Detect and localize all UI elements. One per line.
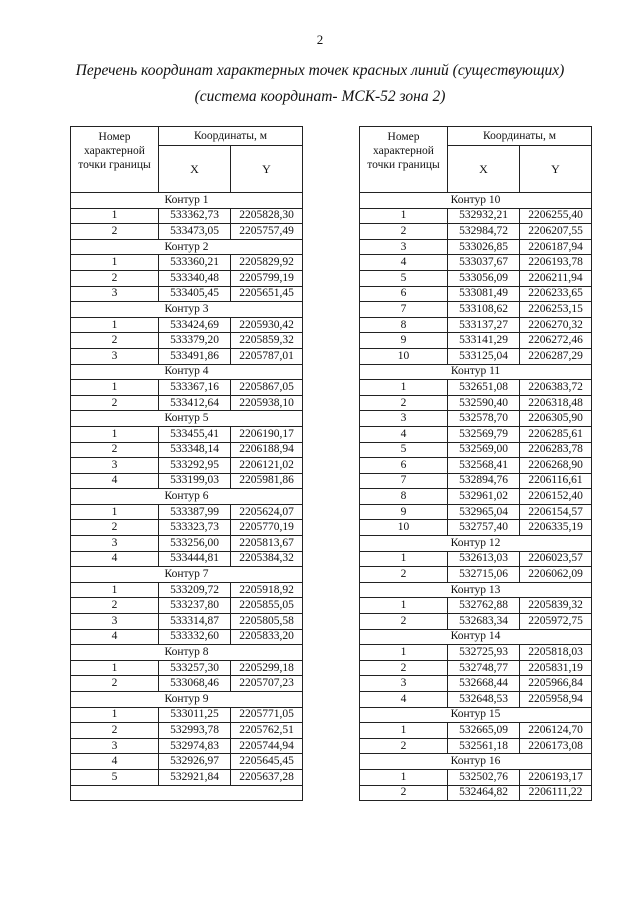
table-row <box>360 302 592 318</box>
y-coordinate-cell: 2205651,45 <box>231 286 303 302</box>
table-row <box>360 598 592 614</box>
table-row <box>71 380 303 396</box>
x-coordinate-cell: 532578,70 <box>448 411 520 427</box>
x-header: X <box>448 146 520 193</box>
table-row <box>71 224 303 240</box>
x-coordinate-cell: 533444,81 <box>159 551 231 567</box>
y-coordinate-cell: 2205299,18 <box>231 660 303 676</box>
contour-label: Контур 13 <box>360 582 592 598</box>
contour-row <box>71 193 303 209</box>
contour-row <box>360 629 592 645</box>
y-coordinate-cell: 2205981,86 <box>231 473 303 489</box>
point-number-cell: 6 <box>360 458 448 474</box>
point-number-cell: 2 <box>71 723 159 739</box>
x-coordinate-cell: 533455,41 <box>159 426 231 442</box>
table-row <box>360 551 592 567</box>
point-number-cell: 4 <box>71 551 159 567</box>
y-coordinate-cell: 2206116,61 <box>520 473 592 489</box>
contour-label: Контур 8 <box>71 645 303 661</box>
contour-label: Контур 14 <box>360 629 592 645</box>
x-coordinate-cell: 532961,02 <box>448 489 520 505</box>
table-row <box>71 255 303 271</box>
x-coordinate-cell: 532590,40 <box>448 395 520 411</box>
y-coordinate-cell: 2205855,05 <box>231 598 303 614</box>
table-row <box>71 598 303 614</box>
point-number-cell: 1 <box>71 426 159 442</box>
table-row <box>360 738 592 754</box>
table-row <box>360 395 592 411</box>
x-coordinate-cell: 533068,46 <box>159 676 231 692</box>
x-coordinate-cell: 533332,60 <box>159 629 231 645</box>
contour-row <box>71 645 303 661</box>
x-coordinate-cell: 533081,49 <box>448 286 520 302</box>
x-coordinate-cell: 533108,62 <box>448 302 520 318</box>
point-number-cell: 3 <box>360 411 448 427</box>
x-coordinate-cell: 532683,34 <box>448 614 520 630</box>
contour-label: Контур 12 <box>360 536 592 552</box>
contour-row <box>71 411 303 427</box>
x-coordinate-cell: 533379,20 <box>159 333 231 349</box>
y-coordinate-cell: 2205384,32 <box>231 551 303 567</box>
x-coordinate-cell: 533323,73 <box>159 520 231 536</box>
contour-label: Контур 16 <box>360 754 592 770</box>
table-row <box>360 473 592 489</box>
contour-label: Контур 15 <box>360 707 592 723</box>
point-number-cell: 7 <box>360 473 448 489</box>
x-coordinate-cell: 532926,97 <box>159 754 231 770</box>
contour-label: Контур 10 <box>360 193 592 209</box>
x-coordinate-cell: 533314,87 <box>159 614 231 630</box>
point-number-cell: 4 <box>360 426 448 442</box>
point-number-cell: 10 <box>360 520 448 536</box>
point-number-cell: 3 <box>71 458 159 474</box>
contour-row <box>71 692 303 708</box>
table-row <box>71 676 303 692</box>
y-coordinate-cell: 2206124,70 <box>520 723 592 739</box>
y-coordinate-cell: 2206255,40 <box>520 208 592 224</box>
x-coordinate-cell: 532974,83 <box>159 738 231 754</box>
table-row <box>71 582 303 598</box>
y-coordinate-cell: 2206268,90 <box>520 458 592 474</box>
contour-row <box>71 239 303 255</box>
point-number-cell: 1 <box>71 255 159 271</box>
table-row <box>360 426 592 442</box>
contour-row <box>71 567 303 583</box>
x-coordinate-cell: 532502,76 <box>448 769 520 785</box>
x-coordinate-cell: 533026,85 <box>448 239 520 255</box>
x-coordinate-cell: 532569,00 <box>448 442 520 458</box>
contour-label: Контур 2 <box>71 239 303 255</box>
empty-cell <box>71 785 303 801</box>
point-number-header: Номер характерной точки границы <box>360 127 448 193</box>
table-row <box>71 208 303 224</box>
x-coordinate-cell: 533362,73 <box>159 208 231 224</box>
point-number-cell: 2 <box>71 395 159 411</box>
point-number-cell: 3 <box>360 676 448 692</box>
point-number-cell: 1 <box>71 707 159 723</box>
point-number-cell: 1 <box>360 551 448 567</box>
y-coordinate-cell: 2206154,57 <box>520 504 592 520</box>
table-row <box>360 723 592 739</box>
point-number-cell: 1 <box>71 504 159 520</box>
y-coordinate-cell: 2205757,49 <box>231 224 303 240</box>
point-number-cell: 10 <box>360 348 448 364</box>
x-coordinate-cell: 533360,21 <box>159 255 231 271</box>
table-row <box>360 317 592 333</box>
x-coordinate-cell: 532762,88 <box>448 598 520 614</box>
point-number-cell: 1 <box>360 208 448 224</box>
coordinates-header: Координаты, м <box>448 127 592 146</box>
point-number-cell: 4 <box>71 629 159 645</box>
y-coordinate-cell: 2205839,32 <box>520 598 592 614</box>
point-number-cell: 2 <box>71 676 159 692</box>
table-row <box>71 504 303 520</box>
table-row <box>71 629 303 645</box>
table-row <box>71 426 303 442</box>
y-coordinate-cell: 2206283,78 <box>520 442 592 458</box>
contour-label: Контур 9 <box>71 692 303 708</box>
y-coordinate-cell: 2205787,01 <box>231 348 303 364</box>
y-coordinate-cell: 2205918,92 <box>231 582 303 598</box>
x-coordinate-cell: 533340,48 <box>159 270 231 286</box>
y-coordinate-cell: 2206121,02 <box>231 458 303 474</box>
point-number-cell: 1 <box>71 208 159 224</box>
y-coordinate-cell: 2205867,05 <box>231 380 303 396</box>
x-coordinate-cell: 533256,00 <box>159 536 231 552</box>
table-row <box>71 270 303 286</box>
table-row <box>71 723 303 739</box>
point-number-cell: 1 <box>71 317 159 333</box>
y-coordinate-cell: 2206187,94 <box>520 239 592 255</box>
y-coordinate-cell: 2205637,28 <box>231 769 303 785</box>
x-coordinate-cell: 533367,16 <box>159 380 231 396</box>
point-number-cell: 1 <box>360 380 448 396</box>
y-header: Y <box>231 146 303 193</box>
x-coordinate-cell: 533348,14 <box>159 442 231 458</box>
table-row <box>360 442 592 458</box>
y-coordinate-cell: 2206173,08 <box>520 738 592 754</box>
table-row <box>71 317 303 333</box>
x-coordinate-cell: 533011,25 <box>159 707 231 723</box>
table-row <box>360 504 592 520</box>
point-number-cell: 8 <box>360 317 448 333</box>
contour-row <box>360 364 592 380</box>
x-coordinate-cell: 533199,03 <box>159 473 231 489</box>
point-number-cell: 1 <box>360 645 448 661</box>
y-coordinate-cell: 2205771,05 <box>231 707 303 723</box>
point-number-cell: 3 <box>360 239 448 255</box>
point-number-cell: 2 <box>360 224 448 240</box>
table-row <box>360 660 592 676</box>
table-row <box>71 551 303 567</box>
y-coordinate-cell: 2205707,23 <box>231 676 303 692</box>
x-coordinate-cell: 533237,80 <box>159 598 231 614</box>
table-row <box>360 458 592 474</box>
y-coordinate-cell: 2205833,20 <box>231 629 303 645</box>
y-coordinate-cell: 2205958,94 <box>520 692 592 708</box>
table-row <box>360 208 592 224</box>
x-coordinate-cell: 532715,06 <box>448 567 520 583</box>
table-row <box>71 754 303 770</box>
point-number-cell: 2 <box>71 333 159 349</box>
x-coordinate-cell: 532561,18 <box>448 738 520 754</box>
x-coordinate-cell: 532568,41 <box>448 458 520 474</box>
y-coordinate-cell: 2205938,10 <box>231 395 303 411</box>
table-row <box>360 520 592 536</box>
point-number-cell: 2 <box>360 567 448 583</box>
table-row <box>71 614 303 630</box>
table-row <box>360 348 592 364</box>
table-row <box>360 489 592 505</box>
contour-row <box>360 754 592 770</box>
x-coordinate-cell: 533412,64 <box>159 395 231 411</box>
x-coordinate-cell: 533056,09 <box>448 270 520 286</box>
table-row <box>71 458 303 474</box>
contour-row <box>71 364 303 380</box>
coordinates-body-right <box>360 193 592 801</box>
y-coordinate-cell: 2206188,94 <box>231 442 303 458</box>
x-coordinate-cell: 533405,45 <box>159 286 231 302</box>
x-coordinate-cell: 532984,72 <box>448 224 520 240</box>
y-coordinate-cell: 2206287,29 <box>520 348 592 364</box>
point-number-header: Номер характерной точки границы <box>71 127 159 193</box>
point-number-cell: 4 <box>360 692 448 708</box>
contour-row <box>360 707 592 723</box>
contour-label: Контур 11 <box>360 364 592 380</box>
point-number-cell: 3 <box>71 738 159 754</box>
point-number-cell: 6 <box>360 286 448 302</box>
point-number-cell: 2 <box>71 270 159 286</box>
x-coordinate-cell: 532668,44 <box>448 676 520 692</box>
y-coordinate-cell: 2205859,32 <box>231 333 303 349</box>
table-row <box>360 567 592 583</box>
document-subtitle: (система координат- МСК-52 зона 2) <box>194 88 446 105</box>
table-row <box>71 707 303 723</box>
y-coordinate-cell: 2205744,94 <box>231 738 303 754</box>
x-coordinate-cell: 532965,04 <box>448 504 520 520</box>
point-number-cell: 5 <box>360 270 448 286</box>
table-row <box>71 473 303 489</box>
table-row <box>71 348 303 364</box>
x-coordinate-cell: 532569,79 <box>448 426 520 442</box>
y-coordinate-cell: 2205966,84 <box>520 676 592 692</box>
point-number-cell: 4 <box>71 473 159 489</box>
table-row <box>71 286 303 302</box>
coordinates-table-left <box>70 126 303 801</box>
y-coordinate-cell: 2206023,57 <box>520 551 592 567</box>
point-number-cell: 3 <box>71 348 159 364</box>
x-coordinate-cell: 533292,95 <box>159 458 231 474</box>
table-row <box>360 286 592 302</box>
contour-row <box>360 536 592 552</box>
y-coordinate-cell: 2206318,48 <box>520 395 592 411</box>
point-number-cell: 1 <box>71 380 159 396</box>
coordinates-table-right <box>359 126 592 801</box>
contour-row <box>71 489 303 505</box>
table-row <box>360 785 592 801</box>
table-row <box>360 239 592 255</box>
contour-label: Контур 6 <box>71 489 303 505</box>
y-coordinate-cell: 2205805,58 <box>231 614 303 630</box>
point-number-cell: 2 <box>71 224 159 240</box>
x-coordinate-cell: 533424,69 <box>159 317 231 333</box>
point-number-cell: 3 <box>71 536 159 552</box>
y-coordinate-cell: 2205813,67 <box>231 536 303 552</box>
y-coordinate-cell: 2205930,42 <box>231 317 303 333</box>
x-coordinate-cell: 532665,09 <box>448 723 520 739</box>
table-row <box>71 769 303 785</box>
contour-label: Контур 7 <box>71 567 303 583</box>
y-header: Y <box>520 146 592 193</box>
x-coordinate-cell: 532748,77 <box>448 660 520 676</box>
contour-label: Контур 5 <box>71 411 303 427</box>
x-coordinate-cell: 533387,99 <box>159 504 231 520</box>
point-number-cell: 2 <box>360 395 448 411</box>
table-row <box>360 692 592 708</box>
x-coordinate-cell: 532921,84 <box>159 769 231 785</box>
y-coordinate-cell: 2206270,32 <box>520 317 592 333</box>
table-row <box>360 255 592 271</box>
x-coordinate-cell: 532613,03 <box>448 551 520 567</box>
table-row <box>360 380 592 396</box>
y-coordinate-cell: 2206152,40 <box>520 489 592 505</box>
y-coordinate-cell: 2205829,92 <box>231 255 303 271</box>
point-number-cell: 3 <box>71 614 159 630</box>
point-number-cell: 7 <box>360 302 448 318</box>
table-row <box>71 738 303 754</box>
y-coordinate-cell: 2206285,61 <box>520 426 592 442</box>
table-row <box>360 333 592 349</box>
page-number: 2 <box>316 32 324 47</box>
y-coordinate-cell: 2206190,17 <box>231 426 303 442</box>
point-number-cell: 9 <box>360 333 448 349</box>
empty-row <box>71 785 303 801</box>
y-coordinate-cell: 2205645,45 <box>231 754 303 770</box>
x-coordinate-cell: 533491,86 <box>159 348 231 364</box>
x-coordinate-cell: 533473,05 <box>159 224 231 240</box>
point-number-cell: 2 <box>360 785 448 801</box>
contour-row <box>71 302 303 318</box>
point-number-cell: 1 <box>360 723 448 739</box>
table-row <box>71 520 303 536</box>
point-number-cell: 2 <box>360 614 448 630</box>
point-number-cell: 4 <box>360 255 448 271</box>
y-coordinate-cell: 2206111,22 <box>520 785 592 801</box>
y-coordinate-cell: 2205762,51 <box>231 723 303 739</box>
table-row <box>360 224 592 240</box>
table-row <box>360 614 592 630</box>
table-row <box>360 270 592 286</box>
point-number-cell: 5 <box>360 442 448 458</box>
point-number-cell: 2 <box>360 660 448 676</box>
point-number-cell: 2 <box>71 520 159 536</box>
y-coordinate-cell: 2206233,65 <box>520 286 592 302</box>
y-coordinate-cell: 2205624,07 <box>231 504 303 520</box>
y-coordinate-cell: 2206193,78 <box>520 255 592 271</box>
contour-row <box>360 193 592 209</box>
contour-label: Контур 4 <box>71 364 303 380</box>
x-coordinate-cell: 532757,40 <box>448 520 520 536</box>
x-coordinate-cell: 532894,76 <box>448 473 520 489</box>
contour-label: Контур 3 <box>71 302 303 318</box>
x-coordinate-cell: 532651,08 <box>448 380 520 396</box>
point-number-cell: 4 <box>71 754 159 770</box>
x-coordinate-cell: 533125,04 <box>448 348 520 364</box>
table-row <box>360 411 592 427</box>
y-coordinate-cell: 2206272,46 <box>520 333 592 349</box>
point-number-cell: 3 <box>71 286 159 302</box>
y-coordinate-cell: 2205818,03 <box>520 645 592 661</box>
x-coordinate-cell: 533209,72 <box>159 582 231 598</box>
y-coordinate-cell: 2206305,90 <box>520 411 592 427</box>
table-row <box>360 769 592 785</box>
coordinates-body-left <box>71 193 303 801</box>
table-row <box>71 333 303 349</box>
point-number-cell: 2 <box>360 738 448 754</box>
x-coordinate-cell: 532648,53 <box>448 692 520 708</box>
table-row <box>71 442 303 458</box>
point-number-cell: 9 <box>360 504 448 520</box>
point-number-cell: 1 <box>360 598 448 614</box>
x-coordinate-cell: 532725,93 <box>448 645 520 661</box>
x-coordinate-cell: 532993,78 <box>159 723 231 739</box>
table-row <box>360 645 592 661</box>
x-header: X <box>159 146 231 193</box>
x-coordinate-cell: 533141,29 <box>448 333 520 349</box>
x-coordinate-cell: 532464,82 <box>448 785 520 801</box>
contour-row <box>360 582 592 598</box>
point-number-cell: 1 <box>71 660 159 676</box>
y-coordinate-cell: 2206253,15 <box>520 302 592 318</box>
y-coordinate-cell: 2205828,30 <box>231 208 303 224</box>
point-number-cell: 2 <box>71 598 159 614</box>
y-coordinate-cell: 2205972,75 <box>520 614 592 630</box>
coordinates-header: Координаты, м <box>159 127 303 146</box>
y-coordinate-cell: 2206193,17 <box>520 769 592 785</box>
x-coordinate-cell: 533037,67 <box>448 255 520 271</box>
table-row <box>71 660 303 676</box>
x-coordinate-cell: 532932,21 <box>448 208 520 224</box>
x-coordinate-cell: 533257,30 <box>159 660 231 676</box>
table-row <box>360 676 592 692</box>
point-number-cell: 8 <box>360 489 448 505</box>
y-coordinate-cell: 2206207,55 <box>520 224 592 240</box>
y-coordinate-cell: 2205831,19 <box>520 660 592 676</box>
y-coordinate-cell: 2206335,19 <box>520 520 592 536</box>
y-coordinate-cell: 2205799,19 <box>231 270 303 286</box>
y-coordinate-cell: 2206383,72 <box>520 380 592 396</box>
document-title: Перечень координат характерных точек красных линий (существующих) <box>75 62 565 79</box>
table-row <box>71 395 303 411</box>
table-row <box>71 536 303 552</box>
y-coordinate-cell: 2205770,19 <box>231 520 303 536</box>
x-coordinate-cell: 533137,27 <box>448 317 520 333</box>
point-number-cell: 5 <box>71 769 159 785</box>
point-number-cell: 1 <box>71 582 159 598</box>
contour-label: Контур 1 <box>71 193 303 209</box>
y-coordinate-cell: 2206062,09 <box>520 567 592 583</box>
point-number-cell: 1 <box>360 769 448 785</box>
point-number-cell: 2 <box>71 442 159 458</box>
y-coordinate-cell: 2206211,94 <box>520 270 592 286</box>
